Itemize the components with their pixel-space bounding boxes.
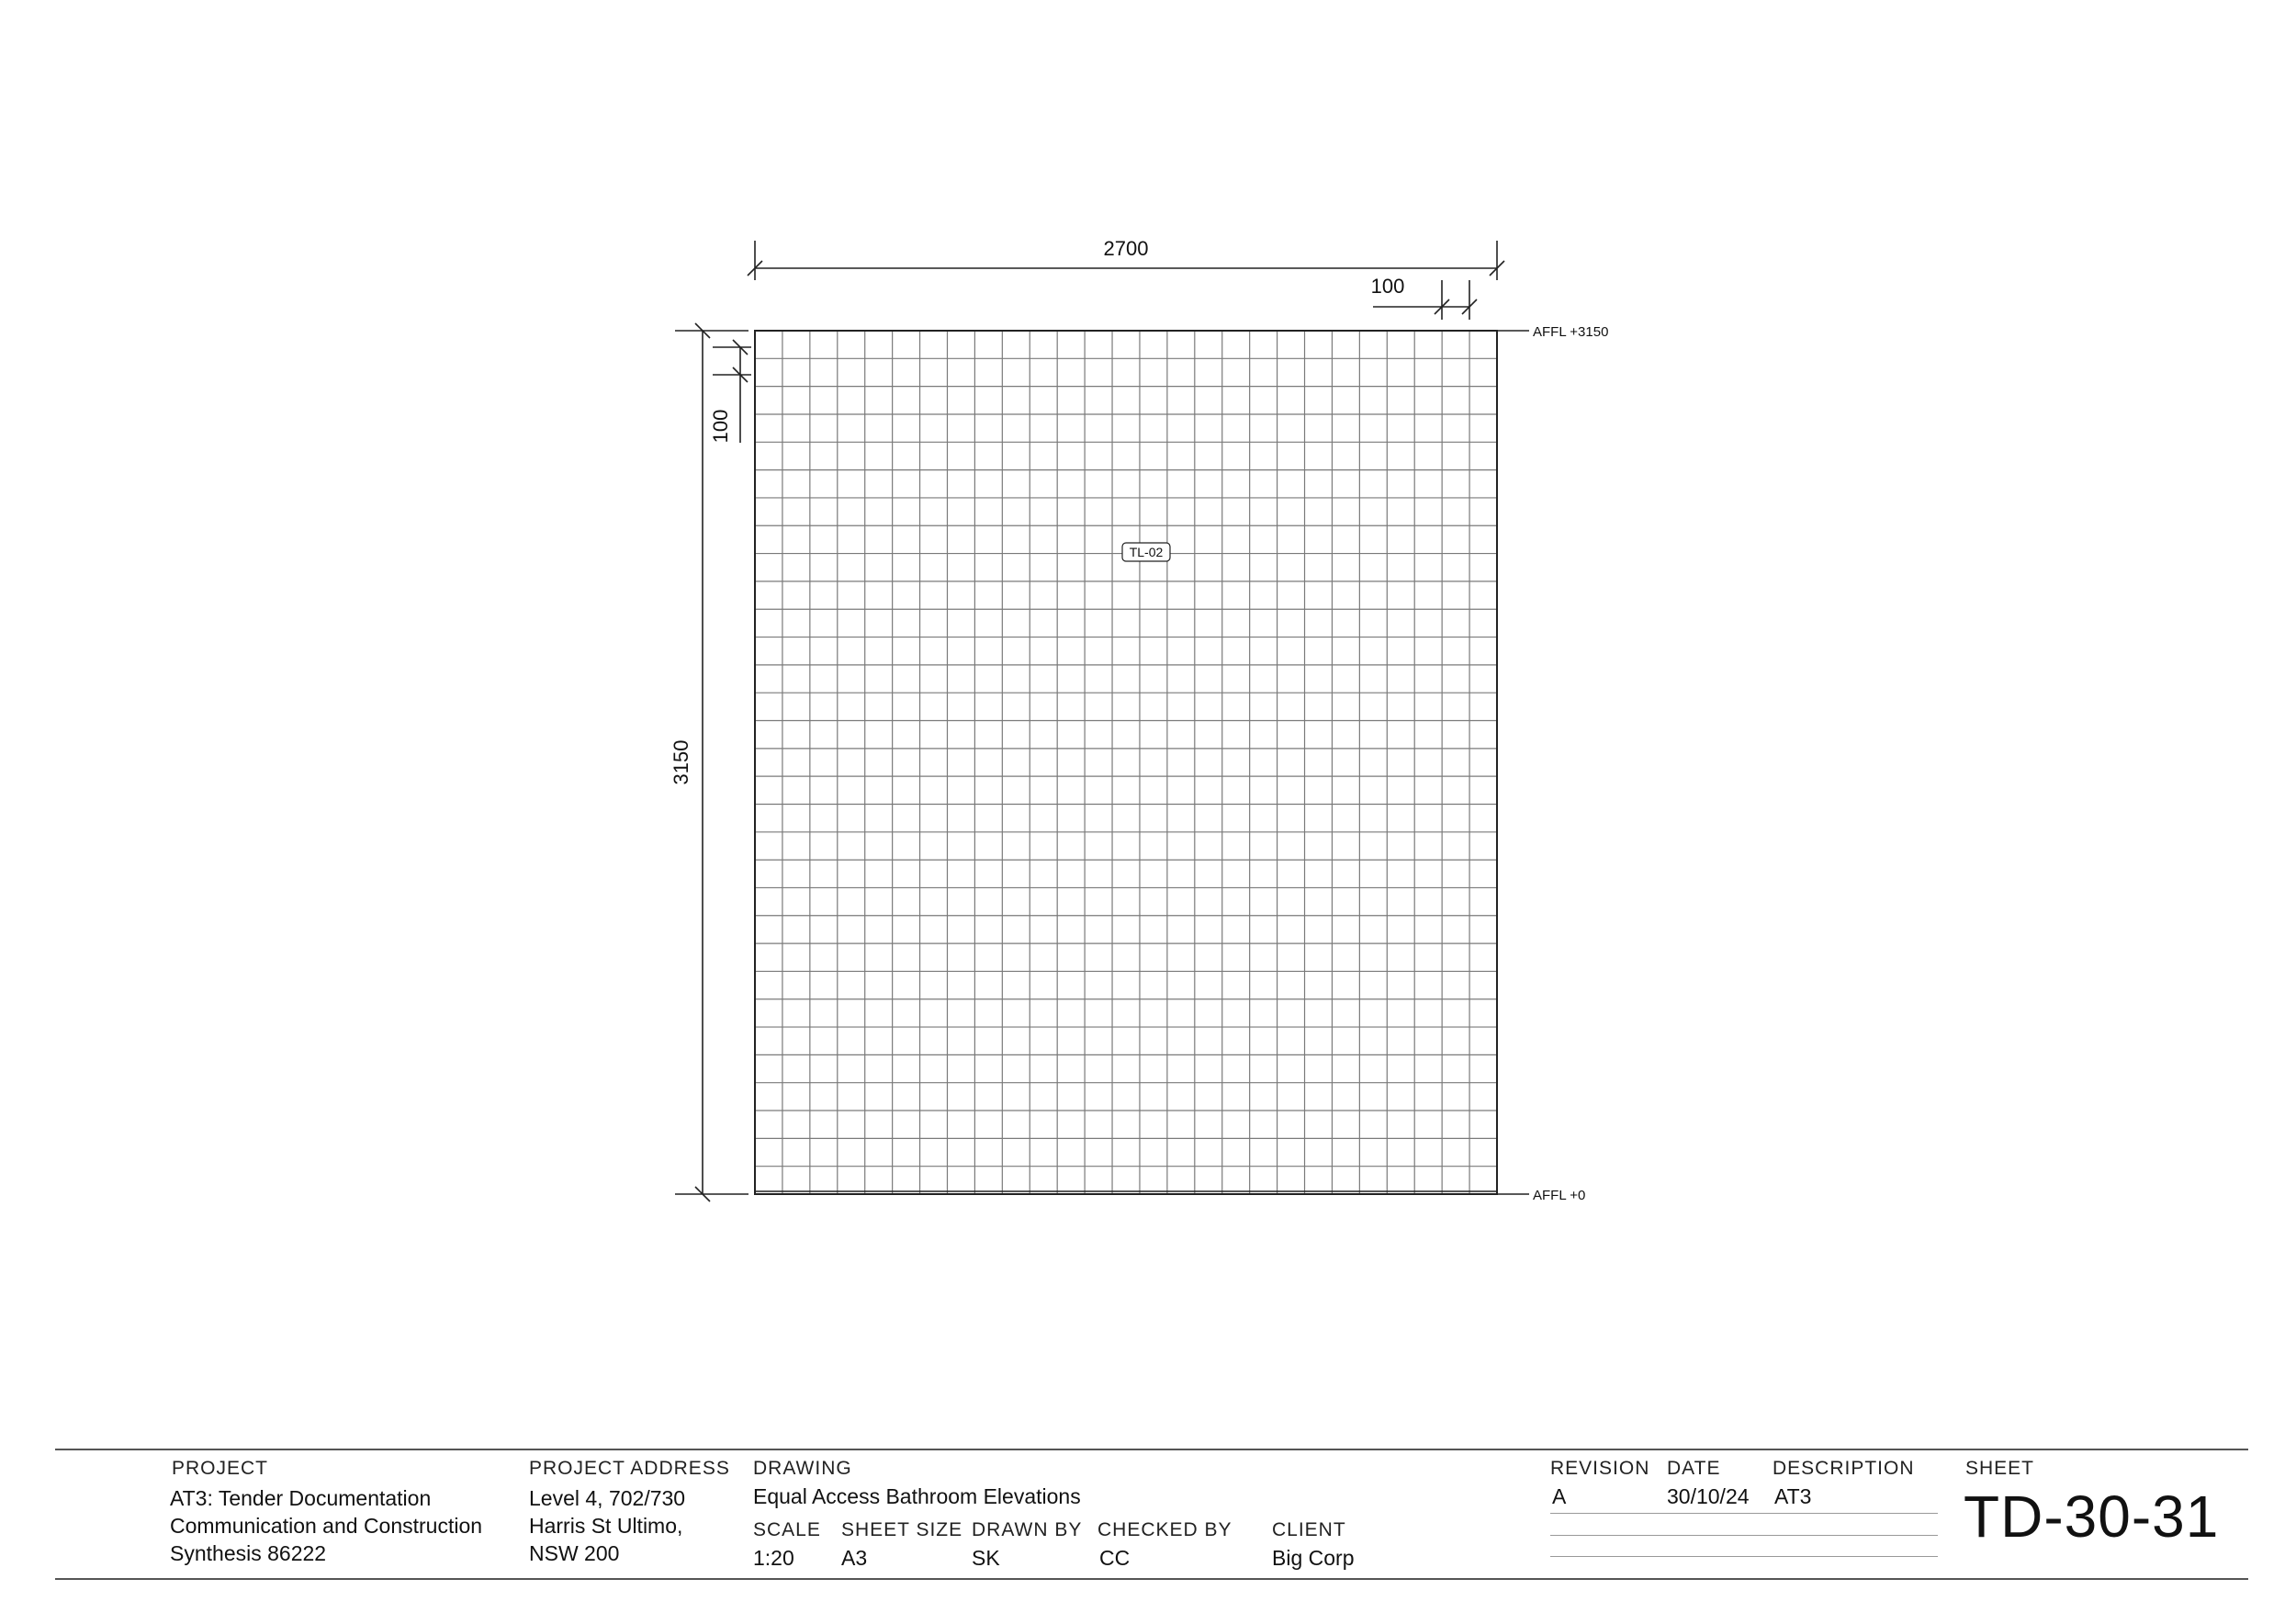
dimension-width-label: 2700: [1103, 237, 1149, 260]
wall-elevation-outline: [755, 331, 1497, 1194]
sheet-size-value: A3: [841, 1546, 868, 1570]
project-address-label: PROJECT ADDRESS: [529, 1458, 730, 1479]
scale-label: SCALE: [753, 1519, 821, 1540]
dimension-tile-width-label: 100: [1370, 275, 1405, 298]
description-value: AT3: [1774, 1484, 1812, 1508]
dimension-tile-height-label: 100: [709, 409, 732, 444]
checked-by-label: CHECKED BY: [1097, 1519, 1232, 1540]
revision-value: A: [1552, 1484, 1567, 1508]
scale-value: 1:20: [753, 1546, 794, 1570]
level-marker-top: AFFL +3150: [1533, 324, 1609, 340]
dimension-height-label: 3150: [670, 739, 692, 785]
project-label: PROJECT: [172, 1458, 269, 1479]
drawing-label: DRAWING: [753, 1458, 852, 1479]
title-block-top-rule: [55, 1449, 2248, 1450]
drawing-title: Equal Access Bathroom Elevations: [753, 1484, 1081, 1508]
description-label: DESCRIPTION: [1773, 1458, 1915, 1479]
sheet-label: SHEET: [1965, 1458, 2035, 1479]
date-value: 30/10/24: [1667, 1484, 1750, 1508]
tile-grid: [755, 331, 1497, 1194]
project-address-line-2: Harris St Ultimo,: [529, 1514, 683, 1538]
project-name-line-3: Synthesis 86222: [170, 1541, 327, 1565]
revision-row-line-2: [1550, 1535, 1938, 1536]
project-address-line-1: Level 4, 702/730: [529, 1486, 686, 1510]
date-label: DATE: [1667, 1458, 1721, 1479]
project-name-line-2: Communication and Construction: [170, 1514, 483, 1538]
revision-row-line-1: [1550, 1513, 1938, 1514]
project-address-line-3: NSW 200: [529, 1541, 620, 1565]
client-label: CLIENT: [1272, 1519, 1346, 1540]
drawn-by-label: DRAWN BY: [972, 1519, 1083, 1540]
title-block-bottom-rule: [55, 1578, 2248, 1580]
checked-by-value: CC: [1099, 1546, 1131, 1570]
revision-row-line-3: [1550, 1556, 1938, 1557]
sheet-number: TD-30-31: [1964, 1483, 2220, 1550]
tile-tag: TL-02: [1129, 545, 1164, 559]
project-name-line-1: AT3: Tender Documentation: [170, 1486, 432, 1510]
client-value: Big Corp: [1272, 1546, 1355, 1570]
level-marker-bottom: AFFL +0: [1533, 1188, 1586, 1203]
sheet-size-label: SHEET SIZE: [841, 1519, 963, 1540]
drawn-by-value: SK: [972, 1546, 1000, 1570]
revision-label: REVISION: [1550, 1458, 1650, 1479]
